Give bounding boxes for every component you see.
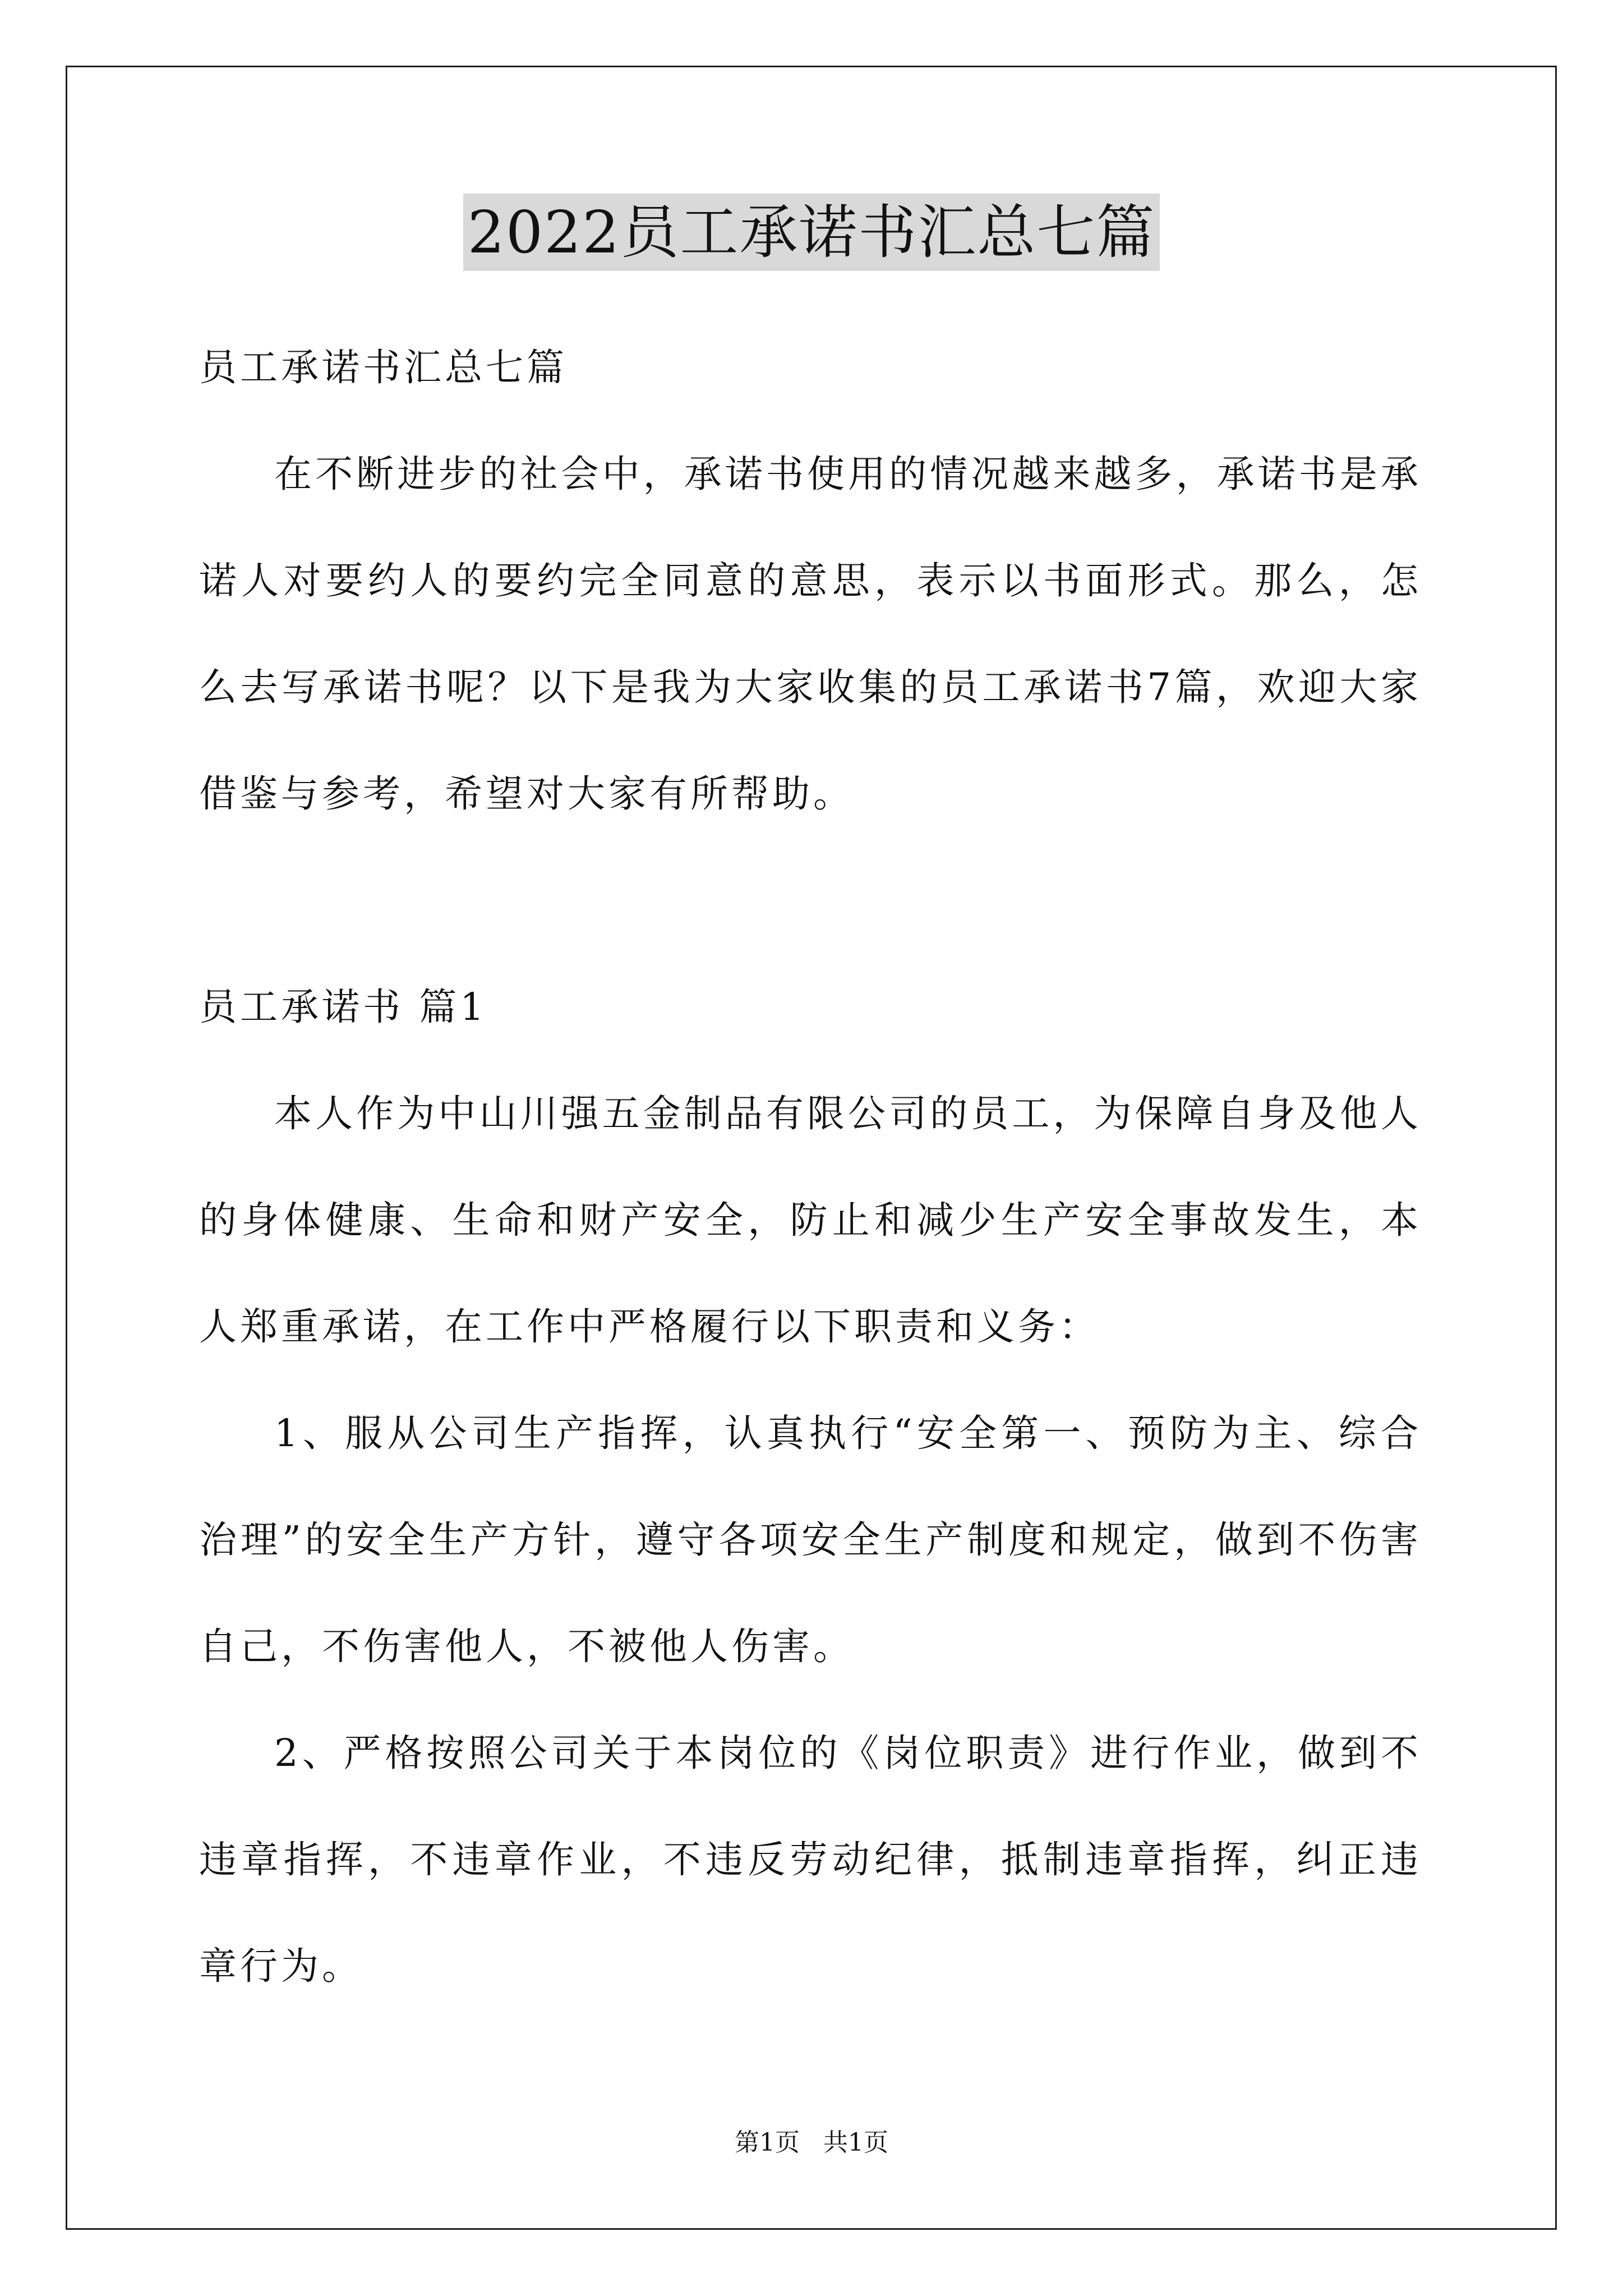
clause-2-paragraph: 2、严格按照公司关于本岗位的《岗位职责》进行作业，做到不违章指挥，不违章作业，不违反劳动纪律，抵制违章指挥，纠正违章行为。 bbox=[199, 1731, 1422, 1988]
page-total: 共1页 bbox=[823, 2128, 888, 2157]
clause-1-paragraph: 1、服从公司生产指挥，认真执行“安全第一、预防为主、综合治理”的安全生产方针，遵守各项安全生产制度和规定，做到不伤害自己，不伤害他人，不被他人伤害。 bbox=[199, 1411, 1422, 1668]
body-paragraph: 本人作为中山川强五金制品有限公司的员工，为保障自身及他人的身体健康、生命和财产安全，防止和减少生产安全事故发生，本人郑重承诺，在工作中严格履行以下职责和义务： bbox=[199, 1092, 1422, 1349]
subtitle-line: 员工承诺书汇总七篇 bbox=[199, 346, 568, 389]
section-heading: 员工承诺书 篇1 bbox=[199, 985, 487, 1029]
document-title: 2022员工承诺书汇总七篇 bbox=[463, 194, 1160, 271]
intro-paragraph: 在不断进步的社会中，承诺书使用的情况越来越多，承诺书是承诺人对要约人的要约完全同意的意思，表示以书面形式。那么，怎么去写承诺书呢？以下是我为大家收集的员工承诺书7篇，欢迎大家借鉴与参考，希望对大家有所帮助。 bbox=[199, 452, 1422, 816]
section-spacer bbox=[199, 847, 1422, 954]
title-container bbox=[0, 194, 1623, 271]
document-body bbox=[199, 314, 1422, 2019]
page-number: 第1页 bbox=[735, 2128, 800, 2157]
page-footer bbox=[0, 2126, 1623, 2160]
